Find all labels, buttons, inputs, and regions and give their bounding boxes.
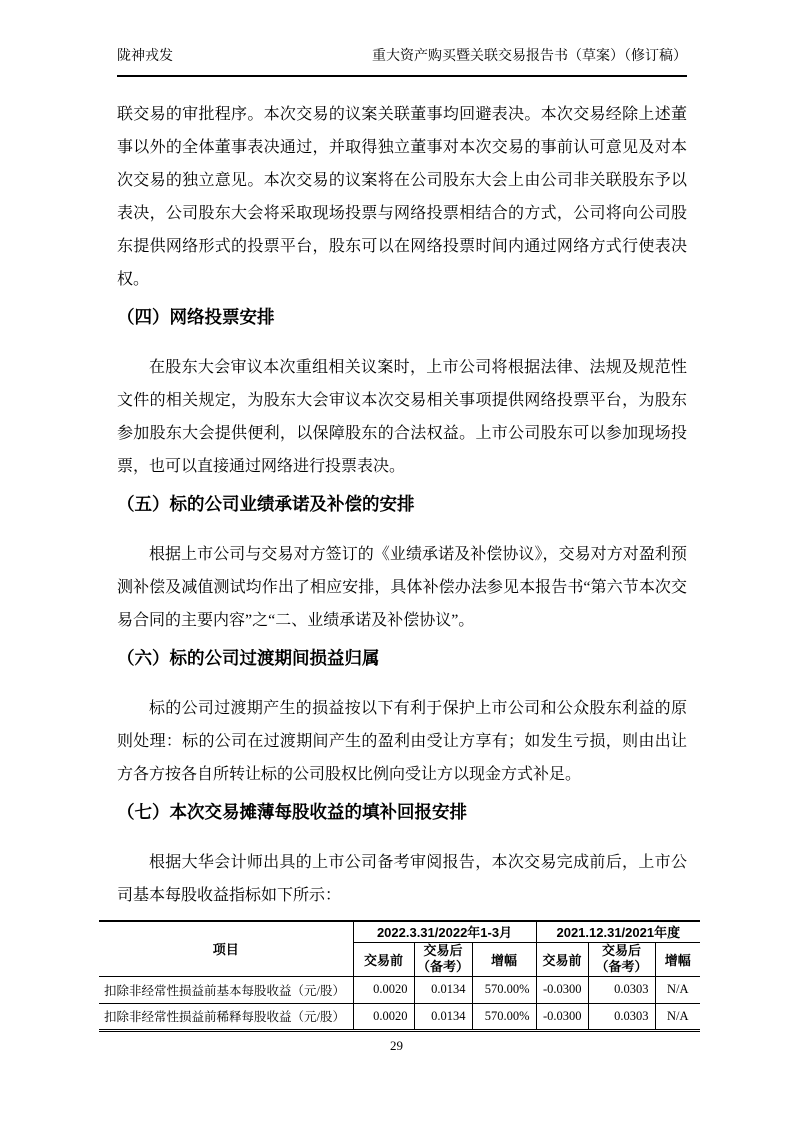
header-report-title: 重大资产购买暨关联交易报告书（草案）（修订稿）	[372, 49, 687, 64]
table-header-pre-deal-2021: 交易前	[536, 942, 588, 976]
row-item-label: 扣除非经常性损益前稀释每股收益（元/股）	[99, 1003, 353, 1030]
diluted-eps-pre-2021: -0.0300	[536, 1003, 588, 1030]
post-deal-label-line1: 交易后	[423, 943, 463, 958]
diluted-eps-pre-2022: 0.0020	[353, 1003, 414, 1030]
post-deal-label-line1: 交易后	[602, 943, 642, 958]
header-company-name: 陇神戎发	[117, 49, 173, 64]
eps-comparison-table	[99, 920, 700, 1032]
page-header	[117, 46, 687, 77]
table-header-pre-deal-2022: 交易前	[353, 942, 414, 976]
table-header-period-2021: 2021.12.31/2021年度	[536, 921, 700, 942]
section-heading-4: （四）网络投票安排	[117, 307, 275, 327]
post-deal-label-line2: （备考）	[416, 959, 469, 974]
post-deal-label-line2: （备考）	[595, 959, 648, 974]
table-header-period-2022: 2022.3.31/2022年1-3月	[353, 921, 536, 942]
diluted-eps-change-2022: 570.00%	[472, 1003, 536, 1030]
basic-eps-pre-2022: 0.0020	[353, 976, 414, 1003]
table-header-post-deal-2022	[414, 942, 472, 976]
table-header-change-2022: 增幅	[472, 942, 536, 976]
section-heading-6: （六）标的公司过渡期间损益归属	[117, 648, 380, 668]
row-item-label: 扣除非经常性损益前基本每股收益（元/股）	[99, 976, 353, 1003]
section-body-6: 标的公司过渡期产生的损益按以下有利于保护上市公司和公众股东利益的原则处理：标的公司在过渡期间产生的盈利由受让方享有；如发生亏损，则由出让方各方按各自所转让标的公司股权比例向受让方以现金方式补足。	[117, 700, 687, 783]
basic-eps-pre-2021: -0.0300	[536, 976, 588, 1003]
table-row-diluted-eps	[99, 1003, 700, 1030]
diluted-eps-post-2022: 0.0134	[414, 1003, 472, 1030]
table-header-change-2021: 增幅	[655, 942, 700, 976]
section-heading-5: （五）标的公司业绩承诺及补偿的安排	[117, 494, 415, 514]
section-body-5: 根据上市公司与交易对方签订的《业绩承诺及补偿协议》，交易对方对盈利预测补偿及减值测试均作出了相应安排，具体补偿办法参见本报告书“第六节本次交易合同的主要内容”之“二、业绩承诺及补偿协议”。	[117, 546, 687, 629]
section-body-7: 根据大华会计师出具的上市公司备考审阅报告，本次交易完成前后，上市公司基本每股收益指标如下所示：	[117, 854, 687, 904]
basic-eps-post-2022: 0.0134	[414, 976, 472, 1003]
table-header-post-deal-2021	[588, 942, 655, 976]
basic-eps-change-2022: 570.00%	[472, 976, 536, 1003]
section-heading-7: （七）本次交易摊薄每股收益的填补回报安排	[117, 802, 467, 822]
diluted-eps-post-2021: 0.0303	[588, 1003, 655, 1030]
basic-eps-change-2021: N/A	[655, 976, 700, 1003]
table-header-item: 项目	[99, 921, 353, 976]
table-row-basic-eps	[99, 976, 700, 1003]
footer-page-number: 29	[390, 1038, 403, 1053]
section-body-4: 在股东大会审议本次重组相关议案时，上市公司将根据法律、法规及规范性文件的相关规定，为股东大会审议本次交易相关事项提供网络投票平台，为股东参加股东大会提供便利，以保障股东的合法权益。上市公司股东可以参加现场投票，也可以直接通过网络进行投票表决。	[117, 359, 687, 475]
basic-eps-post-2021: 0.0303	[588, 976, 655, 1003]
diluted-eps-change-2021: N/A	[655, 1003, 700, 1030]
paragraph-continued: 联交易的审批程序。本次交易的议案关联董事均回避表决。本次交易经除上述董事以外的全体董事表决通过，并取得独立董事对本次交易的事前认可意见及对本次交易的独立意见。本次交易的议案将在公司股东大会上由公司非关联股东予以表决，公司股东大会将采取现场投票与网络投票相结合的方式，公司将向公司股东提供网络形式的投票平台，股东可以在网络投票时间内通过网络方式行使表决权。	[117, 106, 687, 288]
